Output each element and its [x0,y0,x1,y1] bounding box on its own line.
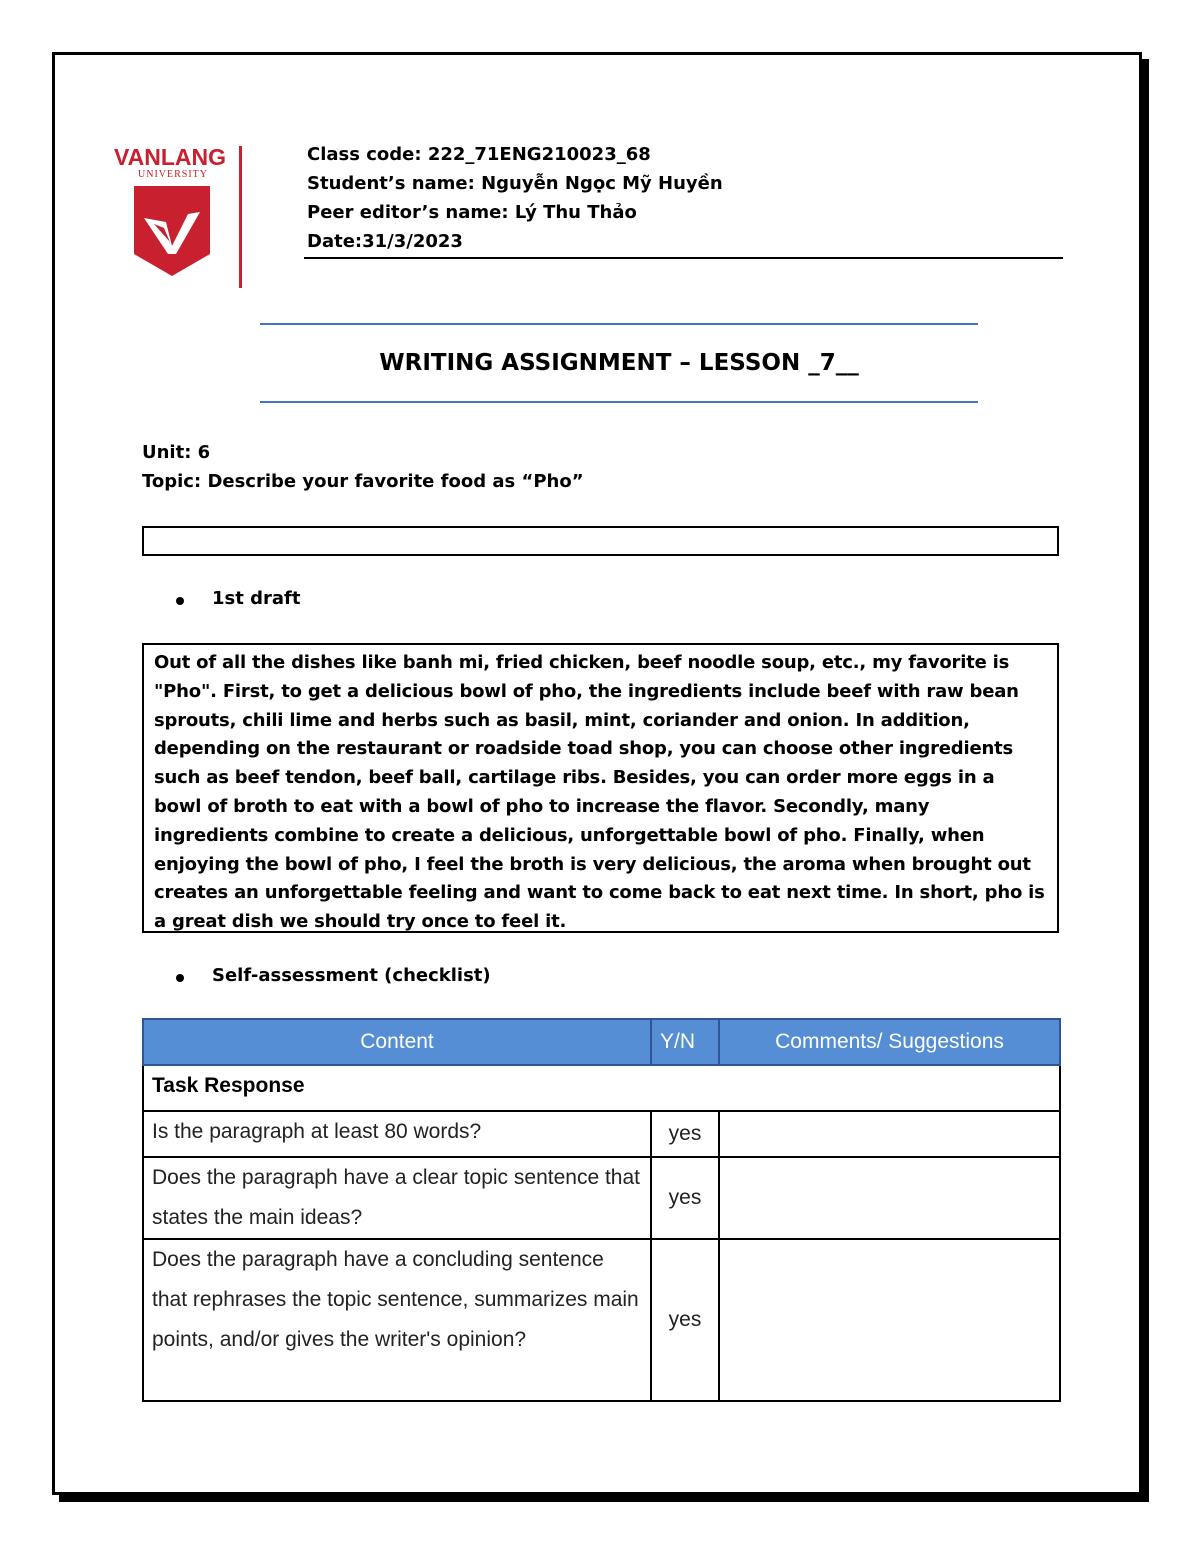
draft-box [142,643,1059,933]
logo-subtitle: UNIVERSITY [138,169,208,180]
draft-label: 1st draft [212,588,301,609]
title-rule-bottom [260,401,978,403]
unit-label: Unit: 6 [142,442,211,463]
bullet-icon [176,974,184,982]
university-shield-logo [132,184,212,278]
self-assessment-label: Self-assessment (checklist) [212,965,491,986]
bullet-icon [176,597,184,605]
yn-cell: yes [651,1157,719,1239]
table-header-row [143,1019,1060,1065]
student-name: Student’s name: Nguyễn Ngọc Mỹ Huyền [307,173,723,194]
criterion-cell: Is the paragraph at least 80 words? [143,1111,651,1157]
logo-wordmark: VANLANG [114,144,227,170]
date: Date:31/3/2023 [307,231,463,252]
class-code: Class code: 222_71ENG210023_68 [307,144,651,165]
table-section-row [143,1065,1060,1111]
draft-paragraph: Out of all the dishes like banh mi, fried chicken, beef noodle soup, etc., my favorite is "Pho". First, to get a delicious bowl of pho, the ingredients include beef with raw bean sprouts, chili lime and herbs such as basil, mint, coriander and onion. In addition, depending on the restaurant or roadside toad shop, you can choose other ingredients such as beef tendon, beef ball, cartilage ribs. Besides, you can order more eggs in a bowl of broth to eat with a bowl of pho to increase the flavor. Secondly, many ingredients combine to create a delicious, unforgettable bowl of pho. Finally, when enjoying the bowl of pho, I feel the broth is very delicious, the aroma when brought out creates an unforgettable feeling and want to come back to eat next time. In short, pho is a great dish we should try once to feel it. [154,652,1045,933]
table-row [143,1111,1060,1157]
peer-editor-name: Peer editor’s name: Lý Thu Thảo [307,202,637,223]
table-row [143,1157,1060,1239]
comment-cell [719,1239,1060,1401]
column-header-comments: Comments/ Suggestions [719,1019,1060,1065]
criterion-cell: Does the paragraph have a clear topic sentence that states the main ideas? [143,1157,651,1239]
yn-cell: yes [651,1111,719,1157]
criterion-cell: Does the paragraph have a concluding sentence that rephrases the topic sentence, summarizes main points, and/or gives the writer's opinion? [143,1239,651,1401]
section-task-response: Task Response [143,1065,1060,1111]
comment-cell [719,1111,1060,1157]
header-divider [304,257,1063,259]
logo-divider [239,146,242,288]
table-row [143,1239,1060,1401]
topic-label: Topic: Describe your favorite food as “Pho” [142,471,584,492]
column-header-content: Content [143,1019,651,1065]
blank-field-box [142,526,1059,556]
column-header-yn: Y/N [651,1019,719,1065]
yn-cell: yes [651,1239,719,1401]
checklist-table [142,1018,1061,1402]
page-title: WRITING ASSIGNMENT – LESSON _7__ [379,350,859,376]
comment-cell [719,1157,1060,1239]
title-rule-top [260,323,978,325]
